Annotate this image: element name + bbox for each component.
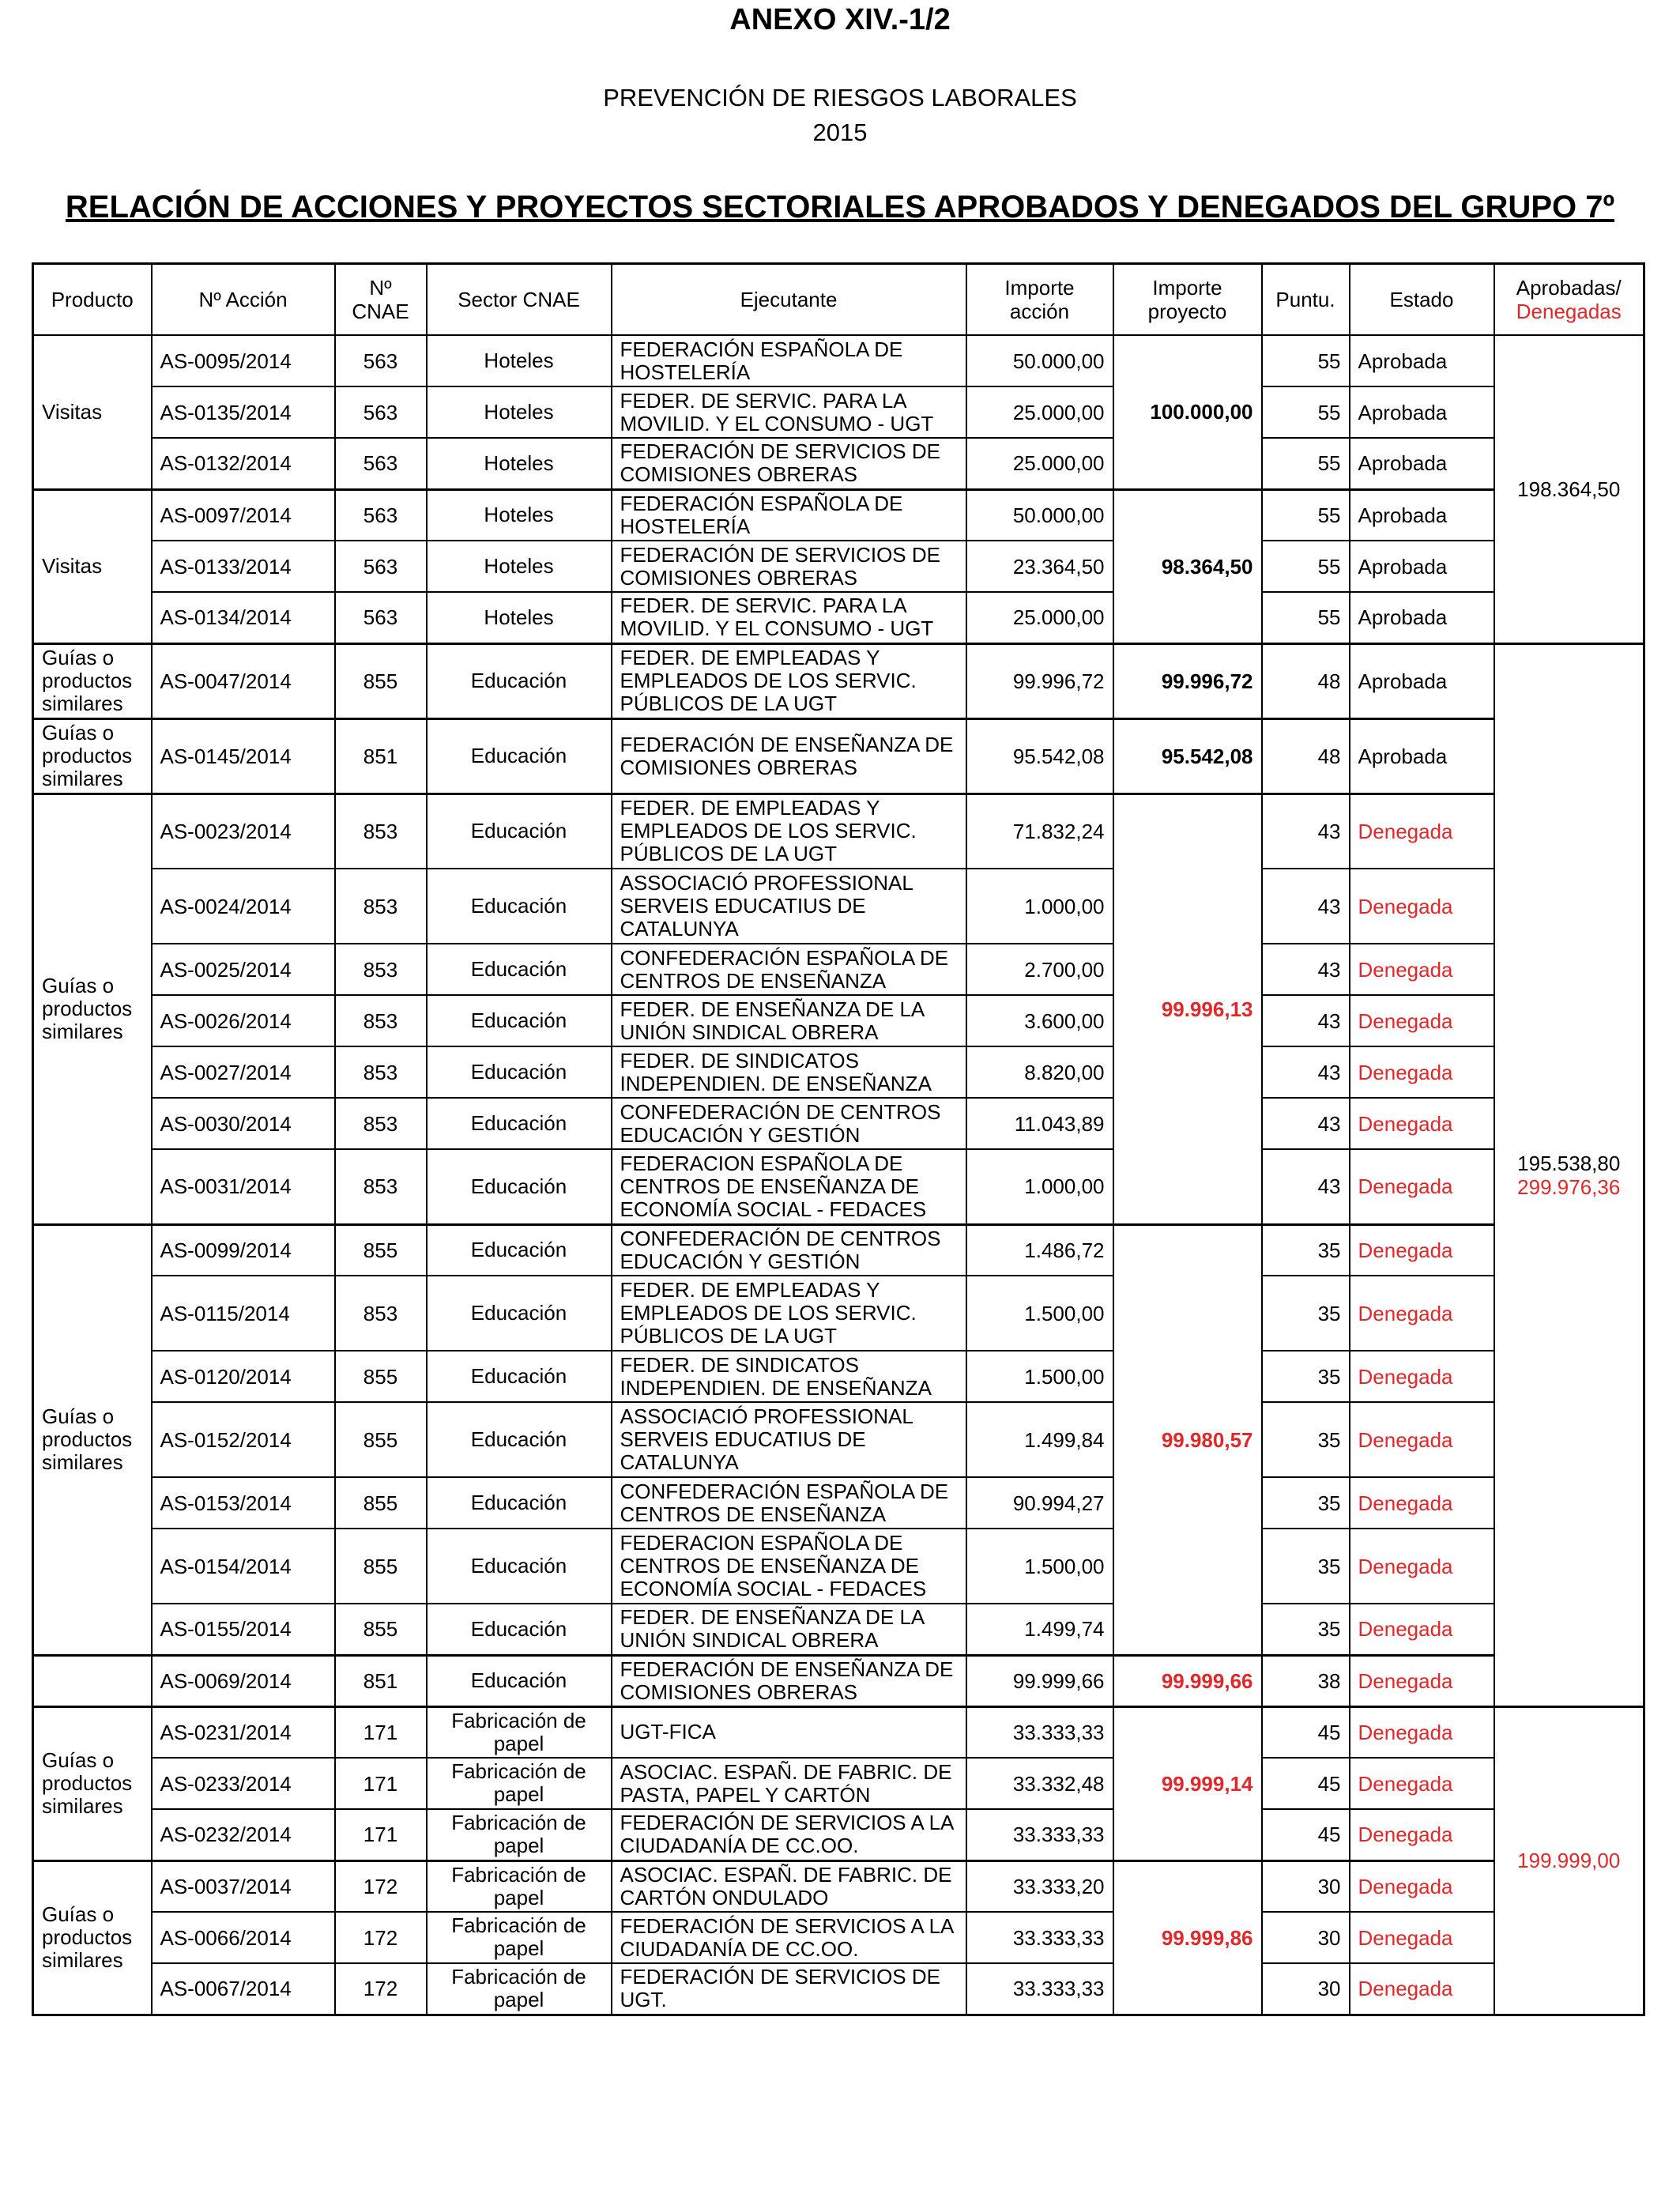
accion-cell: AS-0066/2014 — [152, 1912, 335, 1963]
puntu-cell: 35 — [1262, 1529, 1350, 1604]
importe-accion-cell: 1.500,00 — [966, 1529, 1113, 1604]
ejecutante-cell: CONFEDERACIÓN ESPAÑOLA DE CENTROS DE ENSEÑANZA — [612, 1477, 966, 1529]
ejecutante-cell: FEDERACIÓN DE SERVICIOS DE COMISIONES OBRERAS — [612, 438, 966, 489]
cnae-cell: 171 — [335, 1706, 427, 1758]
cnae-cell: 855 — [335, 1224, 427, 1276]
ejecutante-cell: FEDER. DE EMPLEADAS Y EMPLEADOS DE LOS SERVIC. PÚBLICOS DE LA UGT — [612, 1276, 966, 1351]
table-row — [33, 386, 1644, 438]
ejecutante-cell: FEDERACION ESPAÑOLA DE CENTROS DE ENSEÑANZA DE ECONOMÍA SOCIAL - FEDACES — [612, 1149, 966, 1224]
header-totales: Aprobadas/ Denegadas — [1494, 264, 1644, 336]
table-row — [33, 541, 1644, 592]
accion-cell: AS-0099/2014 — [152, 1224, 335, 1276]
accion-cell: AS-0023/2014 — [152, 794, 335, 869]
importe-proyecto-cell: 99.996,72 — [1113, 643, 1262, 718]
ejecutante-cell: FEDER. DE SERVIC. PARA LA MOVILID. Y EL CONSUMO - UGT — [612, 386, 966, 438]
table-row — [33, 1860, 1644, 1912]
importe-proyecto-cell: 99.999,86 — [1113, 1860, 1262, 2015]
table-row — [33, 1224, 1644, 1276]
cnae-cell: 855 — [335, 1402, 427, 1477]
puntu-cell: 45 — [1262, 1809, 1350, 1860]
puntu-cell: 45 — [1262, 1758, 1350, 1809]
accion-cell: AS-0069/2014 — [152, 1655, 335, 1706]
sector-cell: Hoteles — [427, 592, 612, 643]
ejecutante-cell: FEDER. DE EMPLEADAS Y EMPLEADOS DE LOS SERVIC. PÚBLICOS DE LA UGT — [612, 794, 966, 869]
ejecutante-cell: FEDERACIÓN ESPAÑOLA DE HOSTELERÍA — [612, 489, 966, 541]
cnae-cell: 855 — [335, 1529, 427, 1604]
importe-proyecto-cell: 95.542,08 — [1113, 718, 1262, 794]
puntu-cell: 55 — [1262, 386, 1350, 438]
ejecutante-cell: CONFEDERACIÓN DE CENTROS EDUCACIÓN Y GESTIÓN — [612, 1224, 966, 1276]
table-row — [33, 995, 1644, 1046]
header-importe-proyecto: Importe proyecto — [1113, 264, 1262, 336]
cnae-cell: 171 — [335, 1758, 427, 1809]
header-ejecutante: Ejecutante — [612, 264, 966, 336]
producto-cell: Visitas — [33, 489, 152, 643]
header-importe-accion: Importe acción — [966, 264, 1113, 336]
importe-accion-cell: 23.364,50 — [966, 541, 1113, 592]
sector-cell: Fabricación de papel — [427, 1860, 612, 1912]
ejecutante-cell: FEDER. DE SINDICATOS INDEPENDIEN. DE ENSEÑANZA — [612, 1351, 966, 1402]
table-row — [33, 1402, 1644, 1477]
total-approved: 198.364,50 — [1517, 477, 1621, 501]
table-row — [33, 718, 1644, 794]
cnae-cell: 855 — [335, 1351, 427, 1402]
accion-cell: AS-0154/2014 — [152, 1529, 335, 1604]
cnae-cell: 172 — [335, 1912, 427, 1963]
status-cell: Denegada — [1350, 1655, 1494, 1706]
status-cell: Denegada — [1350, 1149, 1494, 1224]
status-cell: Aprobada — [1350, 592, 1494, 643]
status-cell: Denegada — [1350, 1809, 1494, 1860]
sector-cell: Fabricación de papel — [427, 1963, 612, 2015]
header-row — [33, 264, 1644, 336]
sector-cell: Fabricación de papel — [427, 1706, 612, 1758]
sector-cell: Educación — [427, 1529, 612, 1604]
importe-accion-cell: 95.542,08 — [966, 718, 1113, 794]
importe-accion-cell: 1.500,00 — [966, 1351, 1113, 1402]
table-row — [33, 438, 1644, 489]
importe-accion-cell: 71.832,24 — [966, 794, 1113, 869]
puntu-cell: 55 — [1262, 438, 1350, 489]
sector-cell: Hoteles — [427, 335, 612, 386]
ejecutante-cell: FEDERACIÓN DE SERVICIOS A LA CIUDADANÍA DE CC.OO. — [612, 1809, 966, 1860]
ejecutante-cell: FEDER. DE ENSEÑANZA DE LA UNIÓN SINDICAL OBRERA — [612, 995, 966, 1046]
importe-accion-cell: 33.333,20 — [966, 1860, 1113, 1912]
accion-cell: AS-0153/2014 — [152, 1477, 335, 1529]
accion-cell: AS-0097/2014 — [152, 489, 335, 541]
total-denied: 199.999,00 — [1517, 1849, 1621, 1872]
status-cell: Denegada — [1350, 1604, 1494, 1655]
cnae-cell: 853 — [335, 995, 427, 1046]
producto-cell: Guías o productos similares — [33, 718, 152, 794]
table-row — [33, 1655, 1644, 1706]
totals-cell — [1494, 335, 1644, 643]
puntu-cell: 43 — [1262, 944, 1350, 995]
status-cell: Denegada — [1350, 944, 1494, 995]
sector-cell: Educación — [427, 794, 612, 869]
puntu-cell: 43 — [1262, 794, 1350, 869]
importe-proyecto-cell: 99.996,13 — [1113, 794, 1262, 1224]
sector-cell: Fabricación de papel — [427, 1809, 612, 1860]
ejecutante-cell: CONFEDERACIÓN DE CENTROS EDUCACIÓN Y GESTIÓN — [612, 1098, 966, 1149]
sector-cell: Educación — [427, 1604, 612, 1655]
annex-title: ANEXO XIV.-1/2 — [729, 3, 951, 36]
cnae-cell: 563 — [335, 489, 427, 541]
table-row — [33, 1758, 1644, 1809]
total-approved: 195.538,80 — [1517, 1151, 1621, 1175]
importe-accion-cell: 25.000,00 — [966, 438, 1113, 489]
table-row — [33, 1046, 1644, 1098]
sector-cell: Educación — [427, 643, 612, 718]
table-row — [33, 1351, 1644, 1402]
puntu-cell: 43 — [1262, 995, 1350, 1046]
ejecutante-cell: ASOCIAC. ESPAÑ. DE FABRIC. DE CARTÓN ONDULADO — [612, 1860, 966, 1912]
status-cell: Denegada — [1350, 1046, 1494, 1098]
sector-cell: Educación — [427, 1224, 612, 1276]
sector-cell: Educación — [427, 718, 612, 794]
page-title: RELACIÓN DE ACCIONES Y PROYECTOS SECTORIALES APROBADOS Y DENEGADOS DEL GRUPO 7º — [65, 190, 1615, 224]
accion-cell: AS-0025/2014 — [152, 944, 335, 995]
total-denied: 299.976,36 — [1517, 1174, 1621, 1199]
status-cell: Aprobada — [1350, 718, 1494, 794]
importe-accion-cell: 90.994,27 — [966, 1477, 1113, 1529]
ejecutante-cell: FEDER. DE EMPLEADAS Y EMPLEADOS DE LOS SERVIC. PÚBLICOS DE LA UGT — [612, 643, 966, 718]
header-estado: Estado — [1350, 264, 1494, 336]
importe-proyecto-cell: 99.980,57 — [1113, 1224, 1262, 1655]
cnae-cell: 563 — [335, 592, 427, 643]
sector-cell: Educación — [427, 1276, 612, 1351]
table-row — [33, 1098, 1644, 1149]
table-row — [33, 1809, 1644, 1860]
accion-cell: AS-0132/2014 — [152, 438, 335, 489]
importe-accion-cell: 1.499,74 — [966, 1604, 1113, 1655]
status-cell: Denegada — [1350, 1351, 1494, 1402]
cnae-cell: 172 — [335, 1963, 427, 2015]
status-cell: Denegada — [1350, 1860, 1494, 1912]
ejecutante-cell: FEDER. DE SERVIC. PARA LA MOVILID. Y EL CONSUMO - UGT — [612, 592, 966, 643]
accion-cell: AS-0232/2014 — [152, 1809, 335, 1860]
cnae-cell: 855 — [335, 643, 427, 718]
ejecutante-cell: ASOCIAC. ESPAÑ. DE FABRIC. DE PASTA, PAPEL Y CARTÓN — [612, 1758, 966, 1809]
ejecutante-cell: ASSOCIACIÓ PROFESSIONAL SERVEIS EDUCATIUS DE CATALUNYA — [612, 869, 966, 944]
sector-cell: Educación — [427, 995, 612, 1046]
sector-cell: Educación — [427, 1477, 612, 1529]
header-producto: Producto — [33, 264, 152, 336]
puntu-cell: 43 — [1262, 1046, 1350, 1098]
ejecutante-cell: ASSOCIACIÓ PROFESSIONAL SERVEIS EDUCATIUS DE CATALUNYA — [612, 1402, 966, 1477]
puntu-cell: 30 — [1262, 1912, 1350, 1963]
importe-accion-cell: 1.000,00 — [966, 869, 1113, 944]
accion-cell: AS-0047/2014 — [152, 643, 335, 718]
header-sector: Sector CNAE — [427, 264, 612, 336]
importe-accion-cell: 33.333,33 — [966, 1809, 1113, 1860]
table-row — [33, 643, 1644, 718]
cnae-cell: 855 — [335, 1477, 427, 1529]
sector-cell: Educación — [427, 1149, 612, 1224]
table-row — [33, 1529, 1644, 1604]
status-cell: Denegada — [1350, 869, 1494, 944]
puntu-cell: 35 — [1262, 1604, 1350, 1655]
table-row — [33, 335, 1644, 386]
puntu-cell: 55 — [1262, 592, 1350, 643]
accion-cell: AS-0231/2014 — [152, 1706, 335, 1758]
cnae-cell: 853 — [335, 1276, 427, 1351]
importe-accion-cell: 33.332,48 — [966, 1758, 1113, 1809]
ejecutante-cell: FEDERACIÓN DE SERVICIOS DE COMISIONES OBRERAS — [612, 541, 966, 592]
puntu-cell: 30 — [1262, 1963, 1350, 2015]
document-subtitle: PREVENCIÓN DE RIESGOS LABORALES — [603, 84, 1077, 111]
importe-proyecto-cell: 98.364,50 — [1113, 489, 1262, 643]
status-cell: Aprobada — [1350, 438, 1494, 489]
importe-accion-cell: 50.000,00 — [966, 489, 1113, 541]
importe-accion-cell: 50.000,00 — [966, 335, 1113, 386]
sector-cell: Educación — [427, 869, 612, 944]
puntu-cell: 35 — [1262, 1351, 1350, 1402]
status-cell: Aprobada — [1350, 335, 1494, 386]
importe-accion-cell: 1.000,00 — [966, 1149, 1113, 1224]
producto-cell: Guías o productos similares — [33, 1706, 152, 1860]
actions-table — [32, 262, 1645, 2016]
importe-accion-cell: 2.700,00 — [966, 944, 1113, 995]
cnae-cell: 853 — [335, 1046, 427, 1098]
table-row — [33, 1149, 1644, 1224]
header-cnae: Nº CNAE — [335, 264, 427, 336]
table-row — [33, 869, 1644, 944]
cnae-cell: 851 — [335, 718, 427, 794]
importe-accion-cell: 3.600,00 — [966, 995, 1113, 1046]
ejecutante-cell: FEDER. DE ENSEÑANZA DE LA UNIÓN SINDICAL OBRERA — [612, 1604, 966, 1655]
accion-cell: AS-0024/2014 — [152, 869, 335, 944]
table-body — [33, 335, 1644, 2015]
puntu-cell: 43 — [1262, 869, 1350, 944]
importe-accion-cell: 1.500,00 — [966, 1276, 1113, 1351]
table-row — [33, 1604, 1644, 1655]
importe-accion-cell: 25.000,00 — [966, 386, 1113, 438]
ejecutante-cell: CONFEDERACIÓN ESPAÑOLA DE CENTROS DE ENSEÑANZA — [612, 944, 966, 995]
producto-cell: Guías o productos similares — [33, 794, 152, 1224]
puntu-cell: 35 — [1262, 1402, 1350, 1477]
puntu-cell: 45 — [1262, 1706, 1350, 1758]
producto-cell: Visitas — [33, 335, 152, 489]
importe-accion-cell: 25.000,00 — [966, 592, 1113, 643]
cnae-cell: 855 — [335, 1604, 427, 1655]
status-cell: Denegada — [1350, 794, 1494, 869]
ejecutante-cell: UGT-FICA — [612, 1706, 966, 1758]
producto-cell: Guías o productos similares — [33, 1224, 152, 1655]
status-cell: Denegada — [1350, 1276, 1494, 1351]
status-cell: Denegada — [1350, 1529, 1494, 1604]
sector-cell: Fabricación de papel — [427, 1912, 612, 1963]
totals-cell — [1494, 643, 1644, 1706]
puntu-cell: 48 — [1262, 718, 1350, 794]
document-year: 2015 — [812, 119, 868, 146]
importe-accion-cell: 33.333,33 — [966, 1912, 1113, 1963]
puntu-cell: 55 — [1262, 489, 1350, 541]
sector-cell: Educación — [427, 1655, 612, 1706]
puntu-cell: 35 — [1262, 1276, 1350, 1351]
ejecutante-cell: FEDERACIÓN DE SERVICIOS DE UGT. — [612, 1963, 966, 2015]
status-cell: Aprobada — [1350, 643, 1494, 718]
table-row — [33, 1276, 1644, 1351]
puntu-cell: 35 — [1262, 1477, 1350, 1529]
ejecutante-cell: FEDERACIÓN DE ENSEÑANZA DE COMISIONES OBRERAS — [612, 1655, 966, 1706]
status-cell: Denegada — [1350, 1098, 1494, 1149]
table-row — [33, 1706, 1644, 1758]
importe-proyecto-cell: 99.999,14 — [1113, 1706, 1262, 1860]
puntu-cell: 43 — [1262, 1149, 1350, 1224]
cnae-cell: 853 — [335, 1098, 427, 1149]
importe-proyecto-cell: 99.999,66 — [1113, 1655, 1262, 1706]
totals-cell — [1494, 1706, 1644, 2015]
puntu-cell: 38 — [1262, 1655, 1350, 1706]
table-row — [33, 1912, 1644, 1963]
cnae-cell: 563 — [335, 386, 427, 438]
importe-accion-cell: 1.499,84 — [966, 1402, 1113, 1477]
sector-cell: Educación — [427, 1351, 612, 1402]
ejecutante-cell: FEDERACIÓN ESPAÑOLA DE HOSTELERÍA — [612, 335, 966, 386]
puntu-cell: 43 — [1262, 1098, 1350, 1149]
cnae-cell: 171 — [335, 1809, 427, 1860]
status-cell: Denegada — [1350, 1758, 1494, 1809]
accion-cell: AS-0095/2014 — [152, 335, 335, 386]
importe-accion-cell: 11.043,89 — [966, 1098, 1113, 1149]
cnae-cell: 853 — [335, 794, 427, 869]
sector-cell: Hoteles — [427, 438, 612, 489]
status-cell: Denegada — [1350, 1477, 1494, 1529]
sector-cell: Hoteles — [427, 489, 612, 541]
status-cell: Denegada — [1350, 1912, 1494, 1963]
cnae-cell: 853 — [335, 1149, 427, 1224]
table-row — [33, 794, 1644, 869]
puntu-cell: 48 — [1262, 643, 1350, 718]
sector-cell: Hoteles — [427, 541, 612, 592]
status-cell: Denegada — [1350, 1402, 1494, 1477]
accion-cell: AS-0155/2014 — [152, 1604, 335, 1655]
accion-cell: AS-0115/2014 — [152, 1276, 335, 1351]
accion-cell: AS-0026/2014 — [152, 995, 335, 1046]
accion-cell: AS-0145/2014 — [152, 718, 335, 794]
accion-cell: AS-0233/2014 — [152, 1758, 335, 1809]
status-cell: Denegada — [1350, 1224, 1494, 1276]
accion-cell: AS-0027/2014 — [152, 1046, 335, 1098]
accion-cell: AS-0133/2014 — [152, 541, 335, 592]
table-row — [33, 489, 1644, 541]
ejecutante-cell: FEDERACIÓN DE SERVICIOS A LA CIUDADANÍA DE CC.OO. — [612, 1912, 966, 1963]
cnae-cell: 563 — [335, 541, 427, 592]
cnae-cell: 853 — [335, 944, 427, 995]
importe-accion-cell: 99.996,72 — [966, 643, 1113, 718]
status-cell: Aprobada — [1350, 541, 1494, 592]
header-accion: Nº Acción — [152, 264, 335, 336]
sector-cell: Educación — [427, 944, 612, 995]
table-row — [33, 592, 1644, 643]
sector-cell: Educación — [427, 1402, 612, 1477]
accion-cell: AS-0037/2014 — [152, 1860, 335, 1912]
ejecutante-cell: FEDER. DE SINDICATOS INDEPENDIEN. DE ENSEÑANZA — [612, 1046, 966, 1098]
importe-accion-cell: 8.820,00 — [966, 1046, 1113, 1098]
cnae-cell: 172 — [335, 1860, 427, 1912]
importe-accion-cell: 33.333,33 — [966, 1706, 1113, 1758]
status-cell: Aprobada — [1350, 489, 1494, 541]
importe-accion-cell: 99.999,66 — [966, 1655, 1113, 1706]
cnae-cell: 851 — [335, 1655, 427, 1706]
table-row — [33, 1477, 1644, 1529]
accion-cell: AS-0030/2014 — [152, 1098, 335, 1149]
accion-cell: AS-0031/2014 — [152, 1149, 335, 1224]
accion-cell: AS-0134/2014 — [152, 592, 335, 643]
header-puntu: Puntu. — [1262, 264, 1350, 336]
cnae-cell: 563 — [335, 335, 427, 386]
cnae-cell: 853 — [335, 869, 427, 944]
sector-cell: Fabricación de papel — [427, 1758, 612, 1809]
producto-cell: Guías o productos similares — [33, 643, 152, 718]
status-cell: Denegada — [1350, 995, 1494, 1046]
producto-cell: Guías o productos similares — [33, 1860, 152, 2015]
puntu-cell: 30 — [1262, 1860, 1350, 1912]
sector-cell: Hoteles — [427, 386, 612, 438]
accion-cell: AS-0135/2014 — [152, 386, 335, 438]
producto-cell — [33, 1655, 152, 1706]
table-row — [33, 1963, 1644, 2015]
status-cell: Denegada — [1350, 1706, 1494, 1758]
status-cell: Aprobada — [1350, 386, 1494, 438]
sector-cell: Educación — [427, 1098, 612, 1149]
importe-accion-cell: 1.486,72 — [966, 1224, 1113, 1276]
puntu-cell: 35 — [1262, 1224, 1350, 1276]
cnae-cell: 563 — [335, 438, 427, 489]
accion-cell: AS-0067/2014 — [152, 1963, 335, 2015]
sector-cell: Educación — [427, 1046, 612, 1098]
table-row — [33, 944, 1644, 995]
importe-accion-cell: 33.333,33 — [966, 1963, 1113, 2015]
puntu-cell: 55 — [1262, 335, 1350, 386]
puntu-cell: 55 — [1262, 541, 1350, 592]
ejecutante-cell: FEDERACIÓN DE ENSEÑANZA DE COMISIONES OBRERAS — [612, 718, 966, 794]
accion-cell: AS-0120/2014 — [152, 1351, 335, 1402]
accion-cell: AS-0152/2014 — [152, 1402, 335, 1477]
status-cell: Denegada — [1350, 1963, 1494, 2015]
ejecutante-cell: FEDERACION ESPAÑOLA DE CENTROS DE ENSEÑANZA DE ECONOMÍA SOCIAL - FEDACES — [612, 1529, 966, 1604]
importe-proyecto-cell: 100.000,00 — [1113, 335, 1262, 489]
